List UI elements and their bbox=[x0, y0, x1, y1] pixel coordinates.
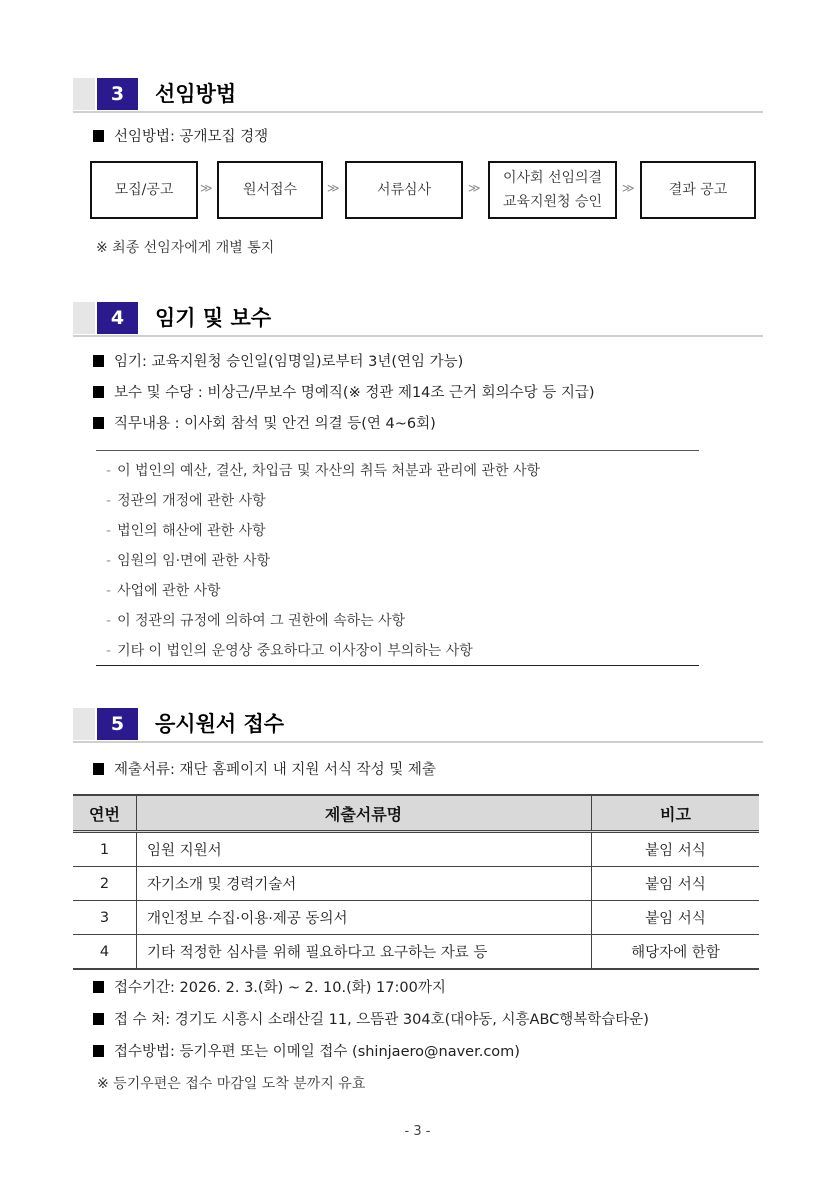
section-rule bbox=[73, 111, 763, 113]
square-bullet-icon bbox=[93, 386, 104, 398]
dash-icon: - bbox=[106, 583, 112, 599]
table-row bbox=[73, 935, 759, 970]
cell-remarks: 붙임 서식 bbox=[592, 832, 760, 867]
section-rule bbox=[73, 335, 763, 337]
flow-step-label: 이사회 선임의결 bbox=[502, 170, 603, 186]
duties-list bbox=[96, 450, 699, 666]
dash-icon: - bbox=[106, 613, 112, 629]
application-location-bullet bbox=[93, 1008, 649, 1029]
header-cell-number: 연번 bbox=[73, 795, 137, 832]
list-item bbox=[106, 580, 221, 600]
section-5-header bbox=[73, 708, 763, 742]
bullet-text: 접 수 처: 경기도 시흥시 소래산길 11, 으뜸관 304호(대야동, 시흥ABC행복학습타운) bbox=[114, 1012, 649, 1028]
duty-text: 정관의 개정에 관한 사항 bbox=[117, 493, 266, 509]
section-4-header bbox=[73, 302, 763, 336]
dash-icon: - bbox=[106, 553, 112, 569]
section-rule bbox=[73, 741, 763, 743]
table-header-row bbox=[73, 795, 759, 832]
dash-icon: - bbox=[106, 463, 112, 479]
duty-text: 기타 이 법인의 운영상 중요하다고 이사장이 부의하는 사항 bbox=[117, 643, 473, 659]
bullet-text: 임기: 교육지원청 승인일(임명일)로부터 3년(연임 가능) bbox=[114, 354, 464, 370]
table-row bbox=[73, 832, 759, 867]
flow-arrow-icon: ≫ bbox=[622, 181, 635, 195]
list-item bbox=[106, 550, 270, 570]
cell-remarks: 해당자에 한함 bbox=[592, 935, 760, 970]
term-bullet bbox=[93, 350, 463, 371]
final-notice-note: ※ 최종 선임자에게 개별 통지 bbox=[96, 240, 275, 256]
selection-method-bullet bbox=[93, 125, 268, 146]
list-item bbox=[106, 460, 540, 480]
section-number: 3 bbox=[97, 78, 138, 110]
flow-step-document-review bbox=[345, 161, 463, 219]
duty-text: 임원의 임·면에 관한 사항 bbox=[117, 553, 271, 569]
flow-arrow-icon: ≫ bbox=[468, 181, 481, 195]
square-bullet-icon bbox=[93, 763, 104, 775]
duty-text: 이 법인의 예산, 결산, 차입금 및 자산의 취득 처분과 관리에 관한 사항 bbox=[117, 463, 541, 479]
flow-step-label: 결과 공고 bbox=[668, 182, 728, 198]
list-item bbox=[106, 610, 405, 630]
section-number: 5 bbox=[97, 708, 138, 740]
section-title: 응시원서 접수 bbox=[155, 712, 285, 736]
page-number: - 3 - bbox=[404, 1124, 431, 1139]
documents-bullet bbox=[93, 758, 436, 779]
registered-mail-note: ※ 등기우편은 접수 마감일 도착 분까지 유효 bbox=[97, 1076, 366, 1092]
flow-step-label: 모집/공고 bbox=[114, 182, 174, 198]
square-bullet-icon bbox=[93, 417, 104, 429]
list-item bbox=[106, 640, 473, 660]
duty-text: 이 정관의 규정에 의하여 그 권한에 속하는 사항 bbox=[117, 613, 406, 629]
cell-document: 임원 지원서 bbox=[137, 832, 592, 867]
documents-table bbox=[73, 794, 759, 970]
flow-step-label: 교육지원청 승인 bbox=[502, 194, 603, 210]
list-item bbox=[106, 490, 266, 510]
cell-document: 자기소개 및 경력기술서 bbox=[137, 867, 592, 901]
application-period-bullet bbox=[93, 976, 446, 997]
flow-step-application bbox=[217, 161, 323, 219]
section-3-header bbox=[73, 78, 763, 112]
header-cell-document: 제출서류명 bbox=[137, 795, 592, 832]
bullet-text: 보수 및 수당 : 비상근/무보수 명예직(※ 정관 제14조 근거 회의수당 등 지급) bbox=[114, 385, 595, 401]
table-row bbox=[73, 901, 759, 935]
application-method-bullet bbox=[93, 1040, 520, 1061]
table-row bbox=[73, 867, 759, 901]
square-bullet-icon bbox=[93, 1013, 104, 1025]
square-bullet-icon bbox=[93, 981, 104, 993]
section-title: 임기 및 보수 bbox=[155, 306, 272, 330]
flow-step-label: 서류심사 bbox=[376, 182, 432, 198]
cell-number: 3 bbox=[73, 901, 137, 935]
bullet-text: 제출서류: 재단 홈페이지 내 지원 서식 작성 및 제출 bbox=[114, 762, 436, 778]
square-bullet-icon bbox=[93, 1045, 104, 1057]
section-number: 4 bbox=[97, 302, 138, 334]
duties-bullet bbox=[93, 412, 436, 433]
flow-arrow-icon: ≫ bbox=[327, 181, 340, 195]
cell-remarks: 붙임 서식 bbox=[592, 901, 760, 935]
flow-step-recruit bbox=[90, 161, 198, 219]
cell-number: 1 bbox=[73, 832, 137, 867]
duty-text: 사업에 관한 사항 bbox=[117, 583, 221, 599]
section-title: 선임방법 bbox=[155, 82, 237, 106]
header-cell-remarks: 비고 bbox=[592, 795, 760, 832]
square-bullet-icon bbox=[93, 355, 104, 367]
cell-document: 개인정보 수집·이용·제공 동의서 bbox=[137, 901, 592, 935]
duty-text: 법인의 해산에 관한 사항 bbox=[117, 523, 266, 539]
dash-icon: - bbox=[106, 523, 112, 539]
cell-document: 기타 적정한 심사를 위해 필요하다고 요구하는 자료 등 bbox=[137, 935, 592, 970]
bullet-text: 접수기간: 2026. 2. 3.(화) ~ 2. 10.(화) 17:00까지 bbox=[114, 980, 446, 996]
bullet-text: 직무내용 : 이사회 참석 및 안건 의결 등(연 4~6회) bbox=[114, 416, 436, 432]
header-bar-decoration bbox=[73, 708, 95, 740]
header-bar-decoration bbox=[73, 302, 95, 334]
dash-icon: - bbox=[106, 643, 112, 659]
flow-arrow-icon: ≫ bbox=[200, 181, 213, 195]
list-item bbox=[106, 520, 266, 540]
flow-step-board-approval bbox=[488, 161, 617, 219]
bullet-text: 선임방법: 공개모집 경쟁 bbox=[114, 129, 269, 145]
dash-icon: - bbox=[106, 493, 112, 509]
cell-number: 2 bbox=[73, 867, 137, 901]
header-bar-decoration bbox=[73, 78, 95, 110]
cell-remarks: 붙임 서식 bbox=[592, 867, 760, 901]
cell-number: 4 bbox=[73, 935, 137, 970]
flow-step-label: 원서접수 bbox=[242, 182, 298, 198]
flow-step-result-notice bbox=[640, 161, 756, 219]
bullet-text: 접수방법: 등기우편 또는 이메일 접수 (shinjaero@naver.com) bbox=[114, 1044, 520, 1060]
compensation-bullet bbox=[93, 381, 595, 402]
square-bullet-icon bbox=[93, 130, 104, 142]
